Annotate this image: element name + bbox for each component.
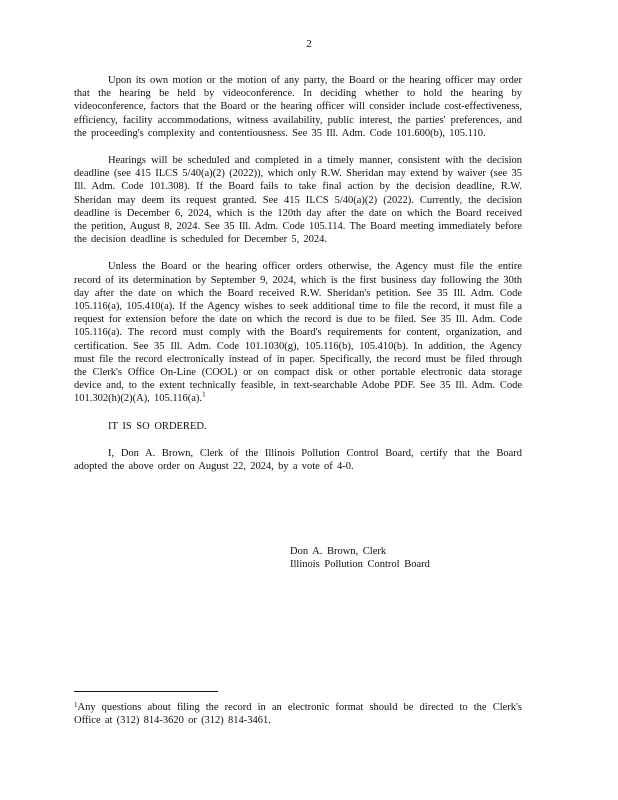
clerk-certification: I, Don A. Brown, Clerk of the Illinois Pollution Control Board, certify that the Board adopted the above order on August 22, 2024, by a vote of 4-0. [74, 447, 522, 473]
signature-block [290, 545, 430, 571]
footnote-marker: 1 [74, 701, 78, 709]
footnote [74, 699, 522, 727]
signature-name: Don A. Brown, Clerk [290, 546, 387, 557]
record-filing-paragraph [74, 260, 522, 405]
so-ordered-line: IT IS SO ORDERED. [108, 420, 207, 432]
order-body [74, 74, 522, 487]
record-filing-text: Unless the Board or the hearing officer orders otherwise, the Agency must file the entire record of its determination by September 9, 2024, which is the first business day following the 30th day after the date on which the Board received R.W. Sheridan's petition. See 35 Ill. Adm. Code 105.116(a), 105.410(a). If the Agency wishes to seek additional time to file the record, it must file a request for extension before the date on which the record is due to be filed. See 35 Ill. Adm. Code 105.116(a). The record must comply with the Board's requirements for content, organization, and certification. See 35 Ill. Adm. Code 101.1030(g), 105.116(b), 105.410(b). In addition, the Agency must file the record electronically instead of in paper. Specifically, the record must be filed through the Clerk's Office On-Line (COOL) or on compact disk or other portable electronic data storage device and, to the extent technically feasible, in text-searchable Adobe PDF. See 35 Ill. Adm. Code 101.302(h)(2)(A), 105.116(a). [74, 261, 522, 405]
hearing-schedule-paragraph: Hearings will be scheduled and completed in a timely manner, consistent with the decision deadline (see 415 ILCS 5/40(a)(2) (2022)), which only R.W. Sheridan may extend by waiver (see 35 Ill. Adm. Code 101.308). If the Board fails to take final action by the decision deadline, R.W. Sheridan may deem its request granted. See 415 ILCS 5/40(a)(2) (2022). Currently, the decision deadline is December 6, 2024, which is the 120th day after the date on which the Board received the petition, August 8, 2024. See 35 Ill. Adm. Code 105.114. The Board meeting immediately before the decision deadline is scheduled for December 5, 2024. [74, 155, 522, 246]
footnote-divider [74, 691, 218, 692]
videoconference-paragraph: Upon its own motion or the motion of any party, the Board or the hearing officer may order that the hearing be held by videoconference. In deciding whether to hold the hearing by videoconference, factors that the Board or the hearing officer will consider include cost-effectiveness, efficiency, facility accommodations, witness availability, public interest, the parties' preferences, and the proceeding's complexity and contentiousness. See 35 Ill. Adm. Code 101.600(b), 105.110. [74, 75, 522, 139]
page-number: 2 [306, 38, 312, 50]
footnote-text: Any questions about filing the record in an electronic format should be directed to the Clerk's Office at (312) 814-3620 or (312) 814-3461. [74, 702, 522, 726]
signature-organization: Illinois Pollution Control Board [290, 559, 430, 571]
footnote-reference: 1 [202, 390, 206, 399]
